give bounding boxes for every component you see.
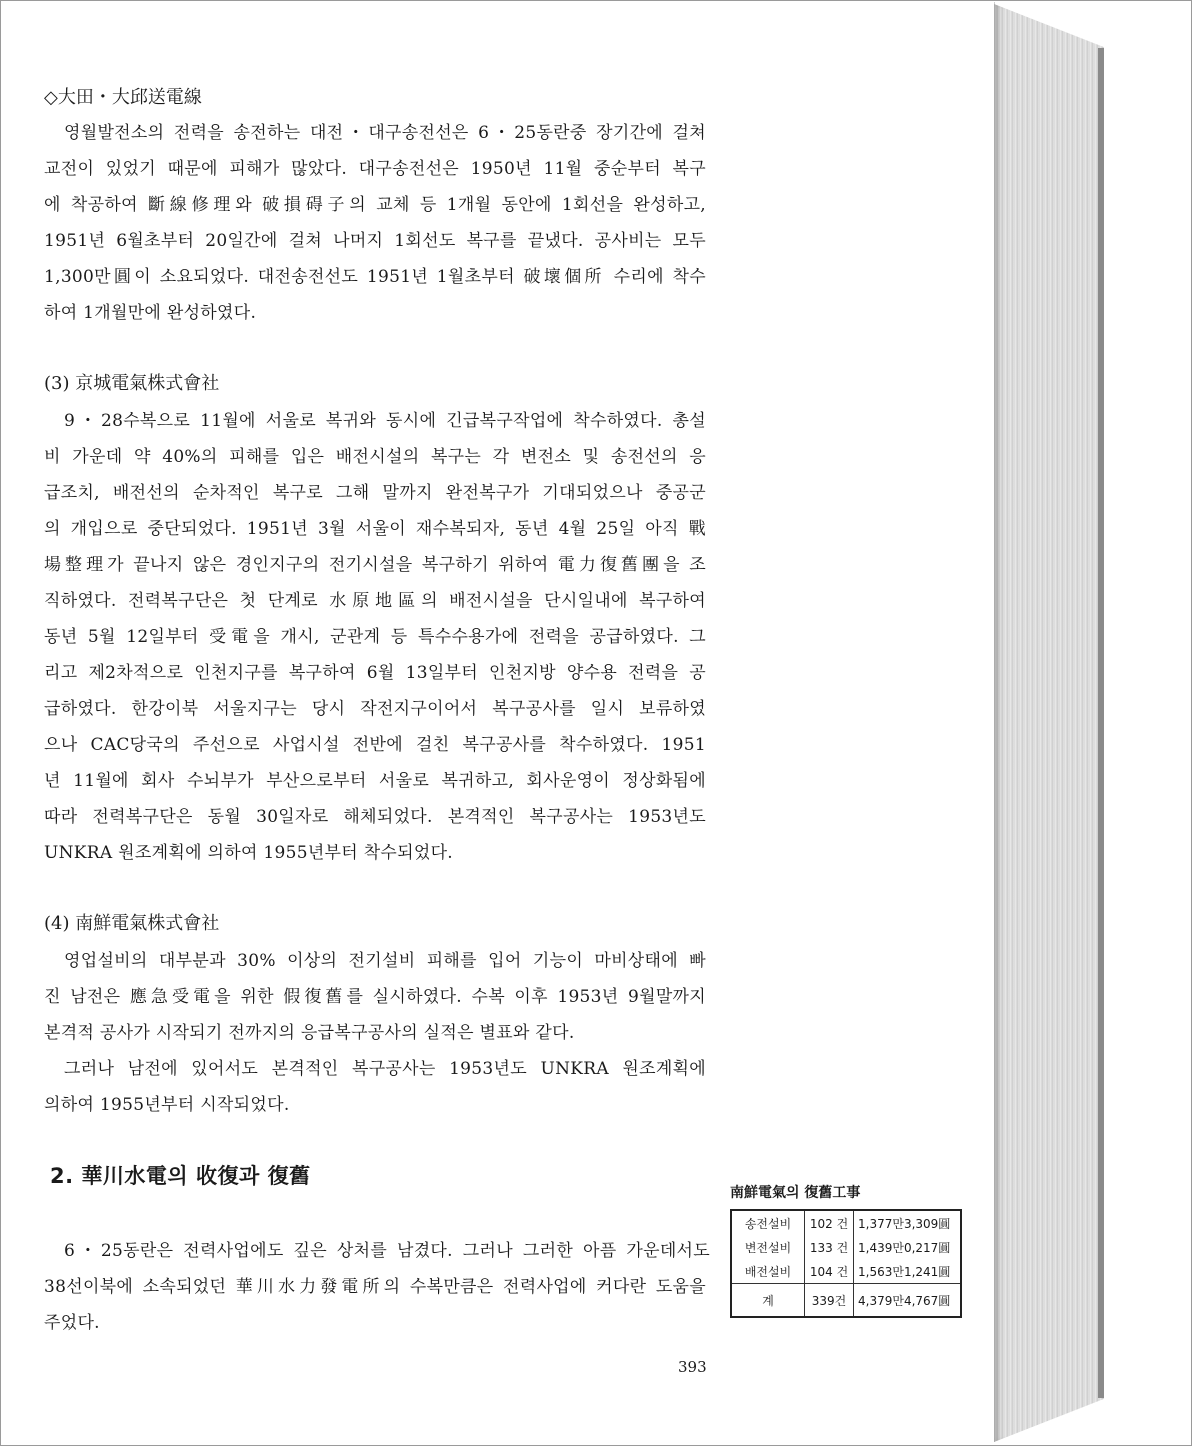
table-cell-total-count: 339건 <box>805 1284 854 1318</box>
paragraph-line: 하여 1개월만에 완성하였다. <box>44 303 257 323</box>
paragraph-line: 동년 5월 12일부터 受電을 개시, 군관계 등 특수수용가에 전력을 공급하였다. 그 <box>44 627 706 647</box>
table-cell-cost: 1,563만1,241圓 <box>858 1264 951 1279</box>
paragraph-line: 직하였다. 전력복구단은 첫 단계로 水原地區의 배전시설을 단시일내에 복구하여 <box>44 591 706 611</box>
paragraph-line: 1,300만圓이 소요되었다. 대전송전선도 1951년 1월초부터 破壞個所 수리에 착수 <box>44 267 706 287</box>
subhead-namsun-electric: (4) 南鮮電氣株式會社 <box>44 913 220 934</box>
table-cell-item: 배전설비 <box>731 1259 805 1284</box>
table-title: 南鮮電氣의 復舊工事 <box>730 1185 861 1201</box>
table-cell-total-label: 계 <box>731 1284 805 1318</box>
paragraph-line: 의하여 1955년부터 시작되었다. <box>44 1095 290 1115</box>
restoration-cost-table <box>730 1209 962 1318</box>
table-cell-count: 104 건 <box>805 1259 854 1284</box>
paragraph-line: 본격적 공사가 시작되기 전까지의 응급복구공사의 실적은 별표와 같다. <box>44 1023 575 1043</box>
paragraph-line: 급하였다. 한강이북 서울지구는 당시 작전지구이어서 복구공사를 일시 보류하였 <box>44 699 706 719</box>
subhead-daejeon-daegu: ◇大田・大邱送電線 <box>44 87 202 108</box>
page-number: 393 <box>678 1358 707 1376</box>
paragraph-line: 의 개입으로 중단되었다. 1951년 3월 서울이 재수복되자, 동년 4월 25일 아직 戰 <box>44 519 706 539</box>
paragraph-line: 비 가운데 약 40%의 피해를 입은 배전시설의 복구는 각 변전소 및 송전선의 응 <box>44 447 706 467</box>
book-page <box>2 2 995 1442</box>
table-row <box>731 1210 961 1235</box>
paragraph-line: 에 착공하여 斷線修理와 破損碍子의 교체 등 1개월 동안에 1회선을 완성하고, <box>44 195 706 215</box>
paragraph-line: 場整理가 끝나지 않은 경인지구의 전기시설을 복구하기 위하여 電力復舊團을 조 <box>44 555 706 575</box>
paragraph-line: 급조치, 배전선의 순차적인 복구로 그해 말까지 완전복구가 기대되었으나 중공군 <box>44 483 706 503</box>
table-row <box>731 1235 961 1259</box>
paragraph-line: 1951년 6월초부터 20일간에 걸쳐 나머지 1회선도 복구를 끝냈다. 공사비는 모두 <box>44 231 706 251</box>
paragraph-line: 년 11월에 회사 수뇌부가 부산으로부터 서울로 복귀하고, 회사운영이 정상화됨에 <box>44 771 706 791</box>
paragraph-line: 진 남전은 應急受電을 위한 假復舊를 실시하였다. 수복 이후 1953년 9월말까지 <box>44 987 706 1007</box>
paragraph-line: 으나 CAC당국의 주선으로 사업시설 전반에 걸친 복구공사를 착수하였다. 1951 <box>44 735 706 755</box>
table-cell-total-cost: 4,379만4,767圓 <box>854 1284 962 1318</box>
paragraph-line: UNKRA 원조계획에 의하여 1955년부터 착수되었다. <box>44 843 454 863</box>
table-cell-item: 변전설비 <box>731 1235 805 1259</box>
subhead-kyungsung-electric: (3) 京城電氣株式會社 <box>44 373 220 394</box>
table-total-row <box>731 1284 961 1318</box>
table-row <box>731 1259 961 1284</box>
paragraph-line: 교전이 있었기 때문에 피해가 많았다. 대구송전선은 1950년 11월 중순부터 복구 <box>44 159 706 179</box>
section-heading-hwacheon: 2. 華川水電의 收復과 復舊 <box>50 1164 311 1188</box>
table-cell-cost: 1,377만3,309圓 <box>858 1216 951 1231</box>
table-cell-item: 송전설비 <box>731 1210 805 1235</box>
paragraph-line: 영업설비의 대부분과 30% 이상의 전기설비 피해를 입어 기능이 마비상태에 빠 <box>64 951 706 971</box>
paragraph-line: 6・25동란은 전력사업에도 깊은 상처를 남겼다. 그러나 그러한 아픔 가운데서도 <box>64 1241 710 1261</box>
paragraph-line: 영월발전소의 전력을 송전하는 대전・대구송전선은 6・25동란중 장기간에 걸쳐 <box>64 123 706 143</box>
table-cell-cost: 1,439만0,217圓 <box>858 1240 951 1255</box>
paragraph-line: 9・28수복으로 11월에 서울로 복귀와 동시에 긴급복구작업에 착수하였다. 총설 <box>64 411 706 431</box>
paragraph-line: 따라 전력복구단은 동월 30일자로 해체되었다. 본격적인 복구공사는 1953년도 <box>44 807 706 827</box>
paragraph-line: 그러나 남전에 있어서도 본격적인 복구공사는 1953년도 UNKRA 원조계획에 <box>64 1059 706 1079</box>
paragraph-line: 리고 제2차적으로 인천지구를 복구하여 6월 13일부터 인천지방 양수용 전력을 공 <box>44 663 706 683</box>
paragraph-line: 주었다. <box>44 1313 100 1333</box>
book-spine-shadow <box>1098 48 1104 1398</box>
book-page-stack-edge <box>994 4 1104 1442</box>
table-cell-count: 133 건 <box>805 1235 854 1259</box>
paragraph-line: 38선이북에 소속되었던 華川水力發電所의 수복만큼은 전력사업에 커다란 도움을 <box>44 1277 706 1297</box>
table-cell-count: 102 건 <box>805 1210 854 1235</box>
